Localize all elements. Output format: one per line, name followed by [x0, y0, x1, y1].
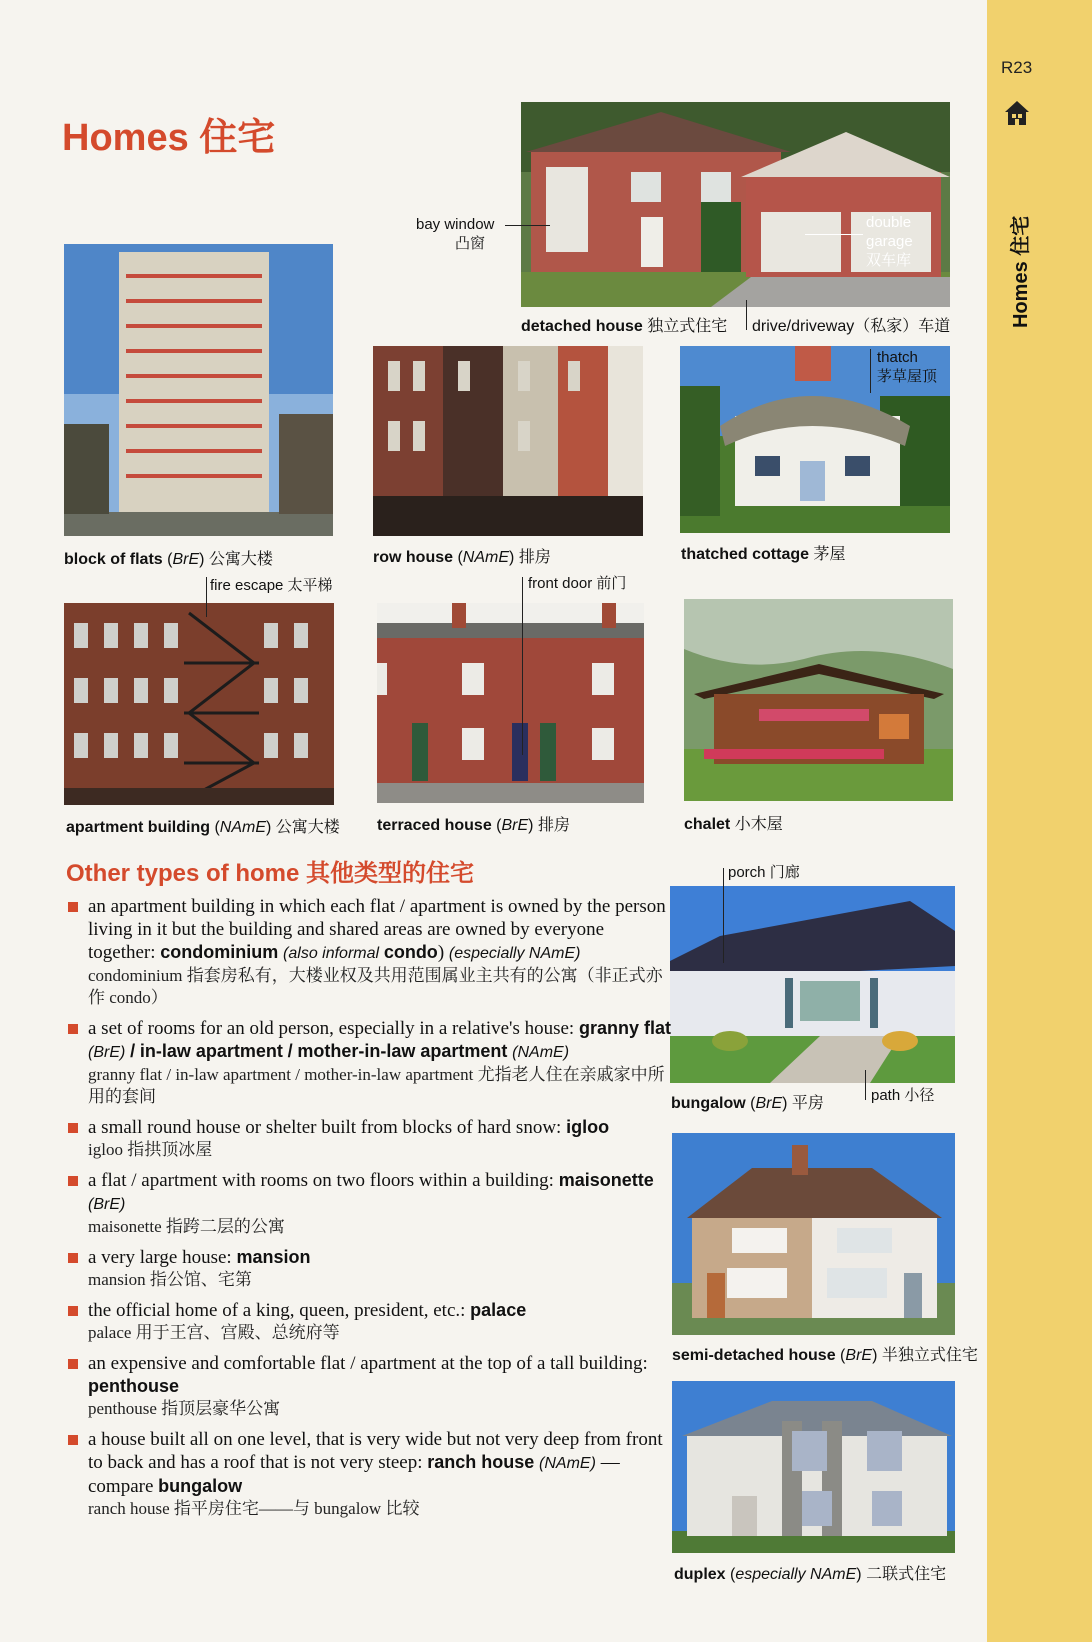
- caption-term: detached house: [521, 318, 643, 335]
- bullet-icon: [68, 1024, 78, 1034]
- caption-zh: 排房: [537, 817, 570, 834]
- caption-tag: BrE: [755, 1095, 783, 1112]
- caption-semi-detached-house: semi-detached house (BrE) 半独立式住宅: [672, 1347, 978, 1364]
- entry-translation: igloo 指拱顶冰屋: [88, 1140, 213, 1159]
- compare-text: — compare: [88, 1452, 620, 1497]
- caption-zh: 公寓大楼: [275, 819, 340, 836]
- entry-definition: [88, 895, 676, 965]
- region-tag: (especially NAmE): [448, 945, 581, 962]
- caption-term: block of flats: [64, 551, 163, 568]
- caption-tag: NAmE: [219, 819, 267, 836]
- list-item: [66, 1169, 676, 1238]
- separator: /: [130, 1041, 136, 1061]
- entry-translation: maisonette 指跨二层的公寓: [88, 1217, 285, 1236]
- page-code: R23: [1001, 58, 1033, 77]
- definition-text: an expensive and comfortable flat / apartment at the top of a tall building:: [88, 1353, 648, 1374]
- caption-zh: 独立式住宅: [647, 318, 728, 335]
- caption-term: bungalow: [671, 1095, 746, 1112]
- other-types-list: [66, 895, 676, 1528]
- semi-detached-house-photo: [672, 1133, 955, 1335]
- headword: mansion: [236, 1247, 311, 1267]
- caption-detached-house: [521, 313, 727, 336]
- front-door-pointer: [522, 577, 523, 755]
- list-item: [66, 1299, 676, 1344]
- region-tag: (BrE): [88, 1044, 126, 1061]
- list-item: [66, 1246, 676, 1291]
- caption-duplex: duplex (especially NAmE) 二联式住宅: [674, 1566, 947, 1583]
- caption-term: thatched cottage: [681, 546, 810, 563]
- bullet-icon: [68, 1253, 78, 1263]
- bullet-icon: [68, 1359, 78, 1369]
- headword: bungalow: [158, 1476, 243, 1496]
- entry-translation: condominium 指套房私有，大楼业权及共用范围属业主共有的公寓（非正式亦作 condo）: [88, 966, 663, 1007]
- bullet-icon: [68, 1176, 78, 1186]
- headword: mother-in-law apartment: [297, 1041, 508, 1061]
- definition-text: a set of rooms for an old person, especially in a relative's house:: [88, 1018, 575, 1039]
- section-title: Other types of home 其他类型的住宅: [66, 860, 475, 887]
- entry-definition: [88, 1299, 676, 1322]
- bullet-icon: [68, 902, 78, 912]
- entry-definition: [88, 1017, 676, 1064]
- row-house-photo: [373, 346, 643, 536]
- caption-term: duplex: [674, 1566, 726, 1583]
- headword: granny flat: [578, 1018, 671, 1038]
- house-icon: [1004, 100, 1030, 131]
- label-fire-escape: fire escape 太平梯: [210, 577, 333, 594]
- list-item: [66, 1428, 676, 1520]
- caption-driveway: drive/driveway（私家）车道: [752, 318, 951, 335]
- region-tag: (NAmE): [512, 1044, 570, 1061]
- caption-apartment-building: apartment building (NAmE) 公寓大楼: [66, 819, 340, 836]
- bullet-icon: [68, 1306, 78, 1316]
- definition-text: a house built all on one level, that is very wide but not very deep from front to back and has a roof that is not very steep:: [88, 1429, 663, 1473]
- label-double: double: [866, 214, 912, 231]
- caption-zh: 公寓大楼: [208, 551, 273, 568]
- garage-pointer: [805, 234, 863, 235]
- entry-definition: [88, 1352, 676, 1398]
- detached-house-photo: [521, 102, 950, 307]
- headword: condo: [383, 942, 438, 962]
- caption-tag: especially NAmE: [735, 1566, 857, 1583]
- label-double-garage-zh: 双车库: [866, 252, 912, 269]
- label-porch: porch 门廊: [728, 864, 800, 881]
- porch-pointer: [723, 868, 724, 963]
- caption-tag: BrE: [845, 1347, 873, 1364]
- apartment-building-photo: [64, 603, 334, 805]
- headword: ranch house: [427, 1452, 535, 1472]
- label-bay-window: bay window: [416, 216, 495, 233]
- caption-bungalow: bungalow (BrE) 平房: [671, 1095, 824, 1112]
- list-item: [66, 895, 676, 1009]
- entry-translation: granny flat / in-law apartment / mother-in-law apartment 尤指老人住在亲戚家中所用的套间: [88, 1065, 665, 1106]
- entry-translation: ranch house 指平房住宅——与 bungalow 比较: [88, 1499, 420, 1518]
- duplex-photo: [672, 1381, 955, 1553]
- label-path: path 小径: [871, 1087, 935, 1104]
- side-title: Homes 住宅: [1010, 215, 1032, 328]
- headword: maisonette: [558, 1170, 654, 1190]
- chalet-photo: [684, 599, 953, 801]
- caption-row-house: row house (NAmE) 排房: [373, 549, 551, 566]
- caption-tag: NAmE: [462, 549, 510, 566]
- punctuation: ): [437, 942, 445, 963]
- region-tag: (BrE): [88, 1196, 126, 1213]
- caption-term: terraced house: [377, 817, 492, 834]
- definition-text: a flat / apartment with rooms on two floors within a building:: [88, 1170, 554, 1191]
- caption-term: row house: [373, 549, 454, 566]
- entry-translation: palace 用于王宫、宫殿、总统府等: [88, 1323, 340, 1342]
- caption-zh: 平房: [791, 1095, 824, 1112]
- list-item: [66, 1116, 676, 1161]
- caption-thatched-cottage: [681, 541, 845, 564]
- bullet-icon: [68, 1123, 78, 1133]
- region-tag: (NAmE): [539, 1455, 596, 1472]
- caption-tag: BrE: [501, 817, 529, 834]
- caption-term: apartment building: [66, 819, 210, 836]
- usage-note: (also informal: [283, 945, 380, 962]
- thatch-pointer: [870, 349, 871, 393]
- caption-terraced-house: terraced house (BrE) 排房: [377, 817, 570, 834]
- caption-zh: 排房: [518, 549, 551, 566]
- headword: igloo: [566, 1117, 610, 1137]
- caption-block-of-flats: block of flats (BrE) 公寓大楼: [64, 551, 273, 568]
- label-front-door: front door 前门: [528, 575, 627, 592]
- entry-translation: mansion 指公馆、宅第: [88, 1270, 252, 1289]
- entry-definition: [88, 1116, 676, 1139]
- caption-zh: 小木屋: [734, 816, 783, 833]
- label-bay-window-zh: 凸窗: [455, 235, 486, 252]
- side-tab: [987, 0, 1092, 1642]
- page-title: Homes 住宅: [62, 117, 276, 159]
- definition-text: the official home of a king, queen, president, etc.:: [88, 1300, 466, 1321]
- bullet-icon: [68, 1435, 78, 1445]
- label-thatch-zh: 茅草屋顶: [877, 368, 938, 385]
- list-item: [66, 1017, 676, 1108]
- list-item: [66, 1352, 676, 1420]
- path-pointer: [865, 1070, 866, 1100]
- driveway-pointer: [746, 300, 747, 330]
- definition-text: a small round house or shelter built from blocks of hard snow:: [88, 1117, 562, 1138]
- block-of-flats-photo: [64, 244, 333, 536]
- entry-definition: [88, 1169, 676, 1216]
- entry-definition: [88, 1246, 676, 1269]
- caption-zh: 半独立式住宅: [881, 1347, 978, 1364]
- headword: condominium: [160, 942, 279, 962]
- definition-text: an apartment building in which each flat / apartment is owned by the person living in it but the building and shared areas are owned by everyone together:: [88, 896, 666, 963]
- bay-window-pointer: [505, 225, 550, 226]
- headword: penthouse: [88, 1376, 180, 1396]
- terraced-house-photo: [377, 603, 644, 803]
- label-thatch: thatch: [877, 349, 918, 366]
- headword: in-law apartment: [139, 1041, 283, 1061]
- caption-zh: 茅屋: [813, 546, 846, 563]
- bungalow-photo: [670, 886, 955, 1083]
- caption-chalet: [684, 811, 783, 834]
- entry-translation: penthouse 指顶层豪华公寓: [88, 1399, 281, 1418]
- label-garage: garage: [866, 233, 913, 250]
- caption-zh: 二联式住宅: [866, 1566, 947, 1583]
- caption-tag: BrE: [172, 551, 200, 568]
- entry-definition: [88, 1428, 676, 1498]
- headword: palace: [470, 1300, 527, 1320]
- caption-term: semi-detached house: [672, 1347, 836, 1364]
- caption-term: chalet: [684, 816, 731, 833]
- fire-escape-pointer: [206, 577, 207, 617]
- definition-text: a very large house:: [88, 1247, 232, 1268]
- separator: /: [287, 1041, 293, 1061]
